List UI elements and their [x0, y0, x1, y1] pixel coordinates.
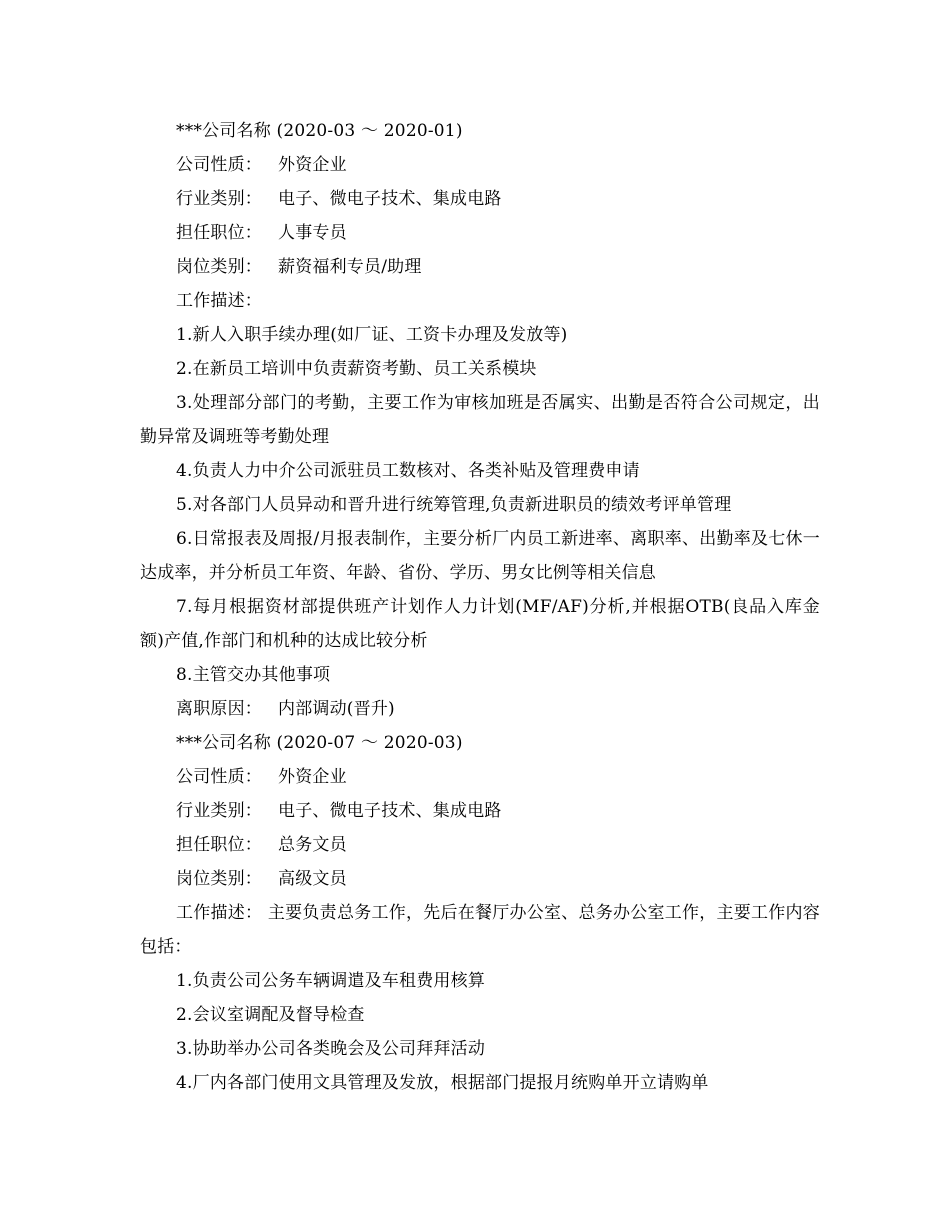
job2-position-value: 总务文员 — [278, 835, 347, 855]
job2-category-row — [140, 862, 820, 896]
job2-item-2: 2.会议室调配及督导检查 — [176, 1005, 365, 1025]
job2-position-label: 担任职位： — [176, 835, 262, 855]
job2-item-1: 1.负责公司公务车辆调遣及车租费用核算 — [176, 971, 486, 991]
job2-item-4: 4.厂内各部门使用文具管理及发放，根据部门提报月统购单开立请购单 — [176, 1073, 709, 1093]
job1-category-row — [140, 250, 820, 284]
job1-industry-row — [140, 182, 820, 216]
job1-position-row — [140, 216, 820, 250]
job2-nature-row — [140, 760, 820, 794]
job1-item-1: 1.新人入职手续办理(如厂证、工资卡办理及发放等) — [176, 325, 568, 345]
job1-nature-label: 公司性质： — [176, 155, 262, 175]
job1-item-7: 7.每月根据资材部提供班产计划作人力计划(MF/AF)分析,并根据OTB(良品入库金额)产值,作部门和机种的达成比较分析 — [140, 597, 820, 651]
job1-item-6: 6.日常报表及周报/月报表制作，主要分析厂内员工新进率、离职率、出勤率及七休一达成率，并分析员工年资、年龄、省份、学历、男女比例等相关信息 — [140, 529, 820, 583]
job2-desc-text: 工作描述： 主要负责总务工作，先后在餐厅办公室、总务办公室工作，主要工作内容包括： — [140, 903, 820, 957]
job1-header: ***公司名称 (2020-03 ～ 2020-01) — [176, 121, 463, 141]
job1-desc-label: 工作描述： — [176, 291, 262, 311]
job2-header: ***公司名称 (2020-07 ～ 2020-03) — [176, 733, 463, 753]
job1-item-8: 8.主管交办其他事项 — [176, 665, 331, 685]
job2-category-value: 高级文员 — [278, 869, 347, 889]
job1-leave-label: 离职原因： — [176, 699, 262, 719]
job1-position-label: 担任职位： — [176, 223, 262, 243]
job1-industry-label: 行业类别： — [176, 189, 262, 209]
job1-item-4: 4.负责人力中介公司派驻员工数核对、各类补贴及管理费申请 — [176, 461, 640, 481]
job2-industry-value: 电子、微电子技术、集成电路 — [278, 801, 502, 821]
job2-industry-label: 行业类别： — [176, 801, 262, 821]
job1-position-value: 人事专员 — [278, 223, 347, 243]
job1-item-5: 5.对各部门人员异动和晋升进行统筹管理,负责新进职员的绩效考评单管理 — [176, 495, 732, 515]
job1-item-3: 3.处理部分部门的考勤，主要工作为审核加班是否属实、出勤是否符合公司规定，出勤异常及调班等考勤处理 — [140, 393, 820, 447]
job1-industry-value: 电子、微电子技术、集成电路 — [278, 189, 502, 209]
job1-category-label: 岗位类别： — [176, 257, 262, 277]
job1-nature-value: 外资企业 — [278, 155, 347, 175]
job2-industry-row — [140, 794, 820, 828]
job2-nature-label: 公司性质： — [176, 767, 262, 787]
job1-leave-row — [140, 692, 820, 726]
job1-nature-row — [140, 148, 820, 182]
job2-nature-value: 外资企业 — [278, 767, 347, 787]
job1-leave-value: 内部调动(晋升) — [278, 699, 395, 719]
resume-page — [140, 114, 820, 1100]
job1-category-value: 薪资福利专员/助理 — [278, 257, 422, 277]
job2-item-3: 3.协助举办公司各类晚会及公司拜拜活动 — [176, 1039, 486, 1059]
job1-item-2: 2.在新员工培训中负责薪资考勤、员工关系模块 — [176, 359, 537, 379]
job2-category-label: 岗位类别： — [176, 869, 262, 889]
job2-position-row — [140, 828, 820, 862]
